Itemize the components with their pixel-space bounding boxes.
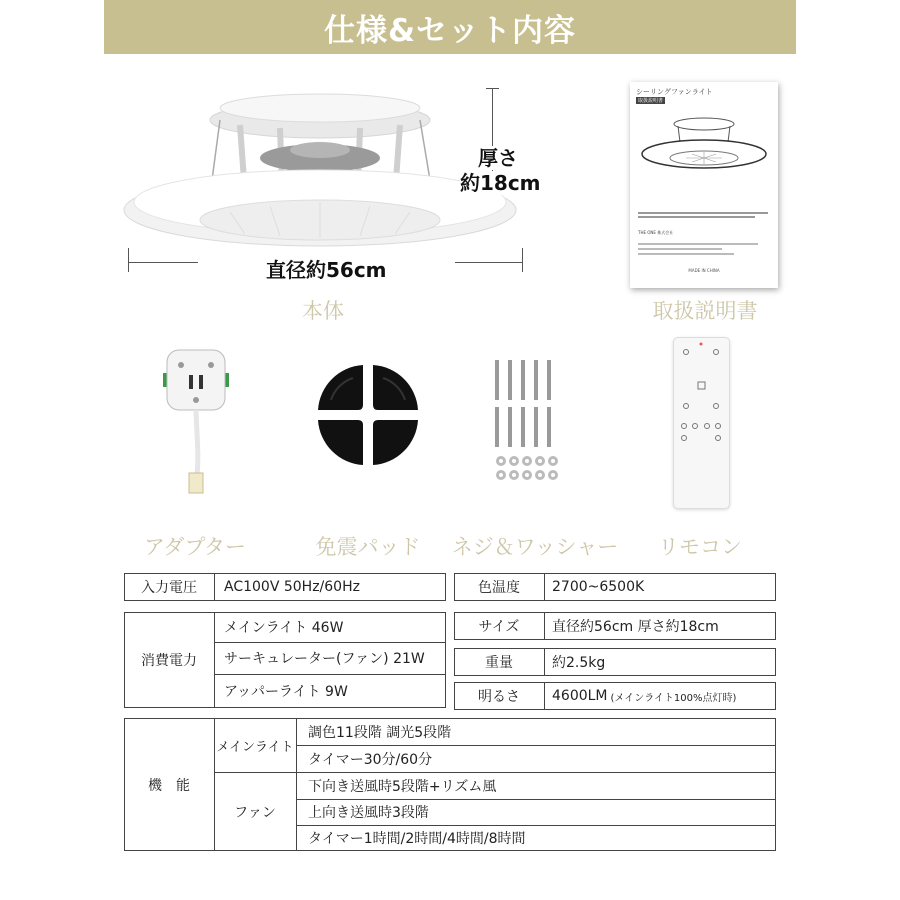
adapter-image — [145, 345, 245, 500]
main-light-row-1: 調色11段階 調光5段階 — [308, 724, 452, 741]
fan-timer-row: タイマー1時間/2時間/4時間/8時間 — [308, 831, 526, 847]
remote-buttons — [674, 338, 729, 448]
manual-fan-illustration — [638, 112, 770, 182]
brightness-divider — [544, 682, 545, 710]
manual-text-lines — [638, 210, 768, 220]
weight-label: 重量 — [485, 655, 513, 671]
vibration-pad-image — [313, 360, 423, 470]
color-temp-value: 2700~6500K — [552, 579, 645, 595]
diameter-dimension-left-tick — [128, 248, 129, 272]
manual-made-in: MADE IN CHINA — [688, 268, 720, 273]
size-label: サイズ — [478, 619, 520, 635]
voltage-label: 入力電圧 — [141, 580, 197, 596]
color-temp-divider — [544, 573, 545, 601]
main-light-label: メインライト — [216, 739, 294, 755]
color-temp-label: 色温度 — [478, 580, 520, 596]
function-label: 機 能 — [148, 777, 190, 794]
diameter-dimension-right-tick — [522, 248, 523, 272]
manual-doc-tag: 取扱説明書 — [638, 98, 664, 104]
weight-value: 約2.5kg — [552, 655, 606, 671]
product-caption: 本体 — [302, 299, 344, 323]
power-main-light: メインライト 46W — [224, 620, 344, 636]
size-value: 直径約56cm 厚さ約18cm — [552, 619, 719, 635]
thickness-dimension-cap-top — [486, 88, 499, 89]
manual-maker: THE ONE 株式会社 — [638, 230, 674, 235]
diameter-dimension-left-line — [128, 262, 198, 263]
brightness-value-cell — [552, 682, 774, 710]
adapter-caption: アダプター — [143, 535, 247, 559]
manual-doc-title: シーリングファンライト — [636, 88, 713, 96]
main-light-row-2: タイマー30分/60分 — [308, 751, 433, 768]
thickness-value: 約18cm — [460, 171, 541, 195]
manual-text-lines-2 — [638, 240, 758, 258]
diameter-label: 直径約56cm — [266, 258, 387, 282]
weight-divider — [544, 648, 545, 676]
manual-caption: 取扱説明書 — [652, 299, 758, 323]
ceiling-fan-image — [120, 80, 540, 250]
fan-row-1: 下向き送風時5段階+リズム風 — [308, 778, 497, 795]
voltage-value: AC100V 50Hz/60Hz — [224, 579, 360, 595]
remote-image — [673, 337, 730, 509]
manual-image — [630, 82, 778, 288]
power-divider — [214, 612, 215, 708]
brightness-label: 明るさ — [478, 689, 520, 705]
screws-caption: ネジ＆ワッシャー — [451, 535, 619, 559]
screws-washers-image — [487, 355, 572, 485]
page-title: 仕様&セット内容 — [323, 12, 577, 49]
power-fan: サーキュレーター(ファン) 21W — [224, 651, 425, 667]
fan-label: ファン — [234, 804, 276, 821]
thickness-label: 厚さ — [478, 146, 518, 170]
brightness-value: 4600LM — [552, 688, 608, 704]
header-banner — [104, 0, 796, 54]
power-upper-light: アッパーライト 9W — [224, 684, 348, 700]
vibration-pad-caption: 免震パッド — [315, 535, 421, 559]
brightness-note: (メインライト100%点灯時) — [610, 692, 737, 704]
size-divider — [544, 612, 545, 640]
voltage-divider — [214, 573, 215, 601]
power-label: 消費電力 — [141, 653, 197, 669]
diameter-dimension-right-line — [455, 262, 523, 263]
fan-row-2: 上向き送風時3段階 — [308, 805, 429, 821]
remote-caption: リモコン — [658, 535, 742, 559]
function-divider-2 — [296, 718, 297, 851]
